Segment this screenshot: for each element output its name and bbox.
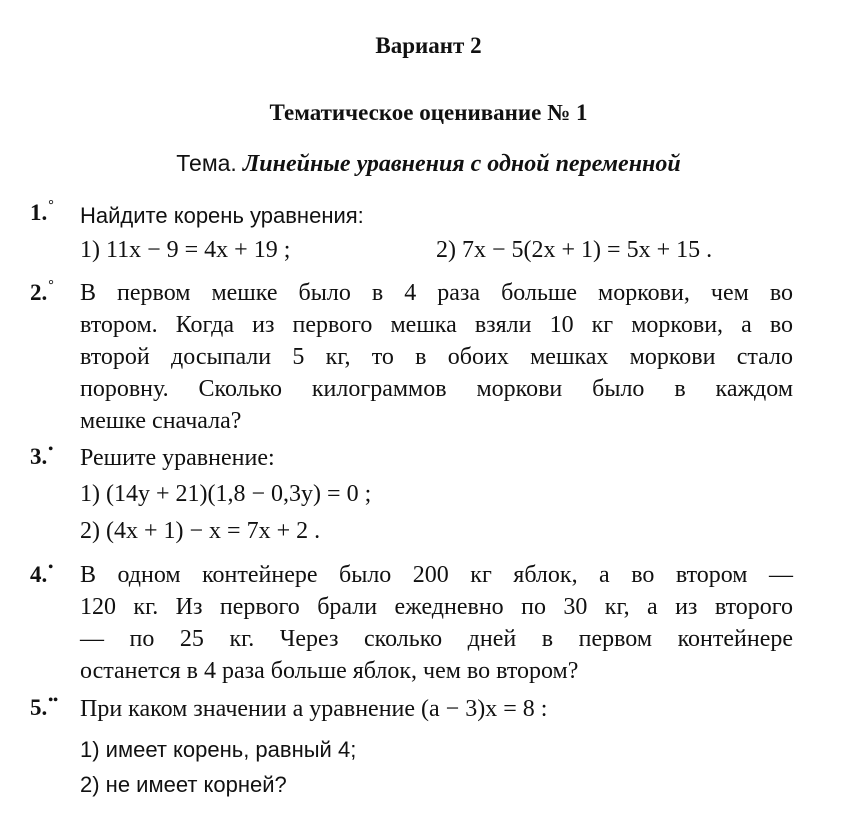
problem-1-prompt: Найдите корень уравнения: xyxy=(80,203,364,228)
problem-2-line-4: поровну. Сколько килограммов моркови было в каждом xyxy=(80,376,793,402)
topic-line xyxy=(0,150,857,178)
problem-5-prompt: При каком значении a уравнение (a − 3)x = 8 : xyxy=(80,696,548,722)
problem-4-line-3: — по 25 кг. Через сколько дней в первом контейнере xyxy=(80,626,793,652)
problem-1-item-1: 1) 11x − 9 = 4x + 19 ; xyxy=(80,237,291,263)
topic-text: Линейные уравнения с одной переменной xyxy=(242,151,681,177)
problem-2-line-5: мешке сначала? xyxy=(80,408,242,434)
problem-2-number: 2.° xyxy=(30,278,54,305)
problem-4-line-2: 120 кг. Из первого брали ежедневно по 30 кг, а из второго xyxy=(80,594,793,620)
problem-1-number: 1.° xyxy=(30,198,54,225)
assessment-title: Тематическое оценивание № 1 xyxy=(269,100,588,125)
problem-5-item-2: 2) не имеет корней? xyxy=(80,772,287,797)
problem-2-line-3: второй досыпали 5 кг, то в обоих мешках моркови стало xyxy=(80,344,793,370)
problem-4-number: 4.• xyxy=(30,560,54,587)
problem-3-prompt: Решите уравнение: xyxy=(80,445,275,471)
problem-2-line-1: В первом мешке было в 4 раза больше моркови, чем во xyxy=(80,280,793,306)
problem-4-line-4: останется в 4 раза больше яблок, чем во втором? xyxy=(80,658,579,684)
problem-3-number: 3.• xyxy=(30,442,54,469)
problem-1-item-2: 2) 7x − 5(2x + 1) = 5x + 15 . xyxy=(436,237,713,263)
problem-5-number: 5.•• xyxy=(30,693,59,720)
problem-3-item-2: 2) (4x + 1) − x = 7x + 2 . xyxy=(80,518,321,544)
problem-2-line-2: втором. Когда из первого мешка взяли 10 кг моркови, а во xyxy=(80,312,793,338)
topic-label: Тема. xyxy=(176,150,237,176)
problem-3-item-1: 1) (14y + 21)(1,8 − 0,3y) = 0 ; xyxy=(80,481,372,507)
problem-4-line-1: В одном контейнере было 200 кг яблок, а во втором — xyxy=(80,562,793,588)
variant-title: Вариант 2 xyxy=(375,33,482,58)
problem-5-item-1: 1) имеет корень, равный 4; xyxy=(80,737,357,762)
